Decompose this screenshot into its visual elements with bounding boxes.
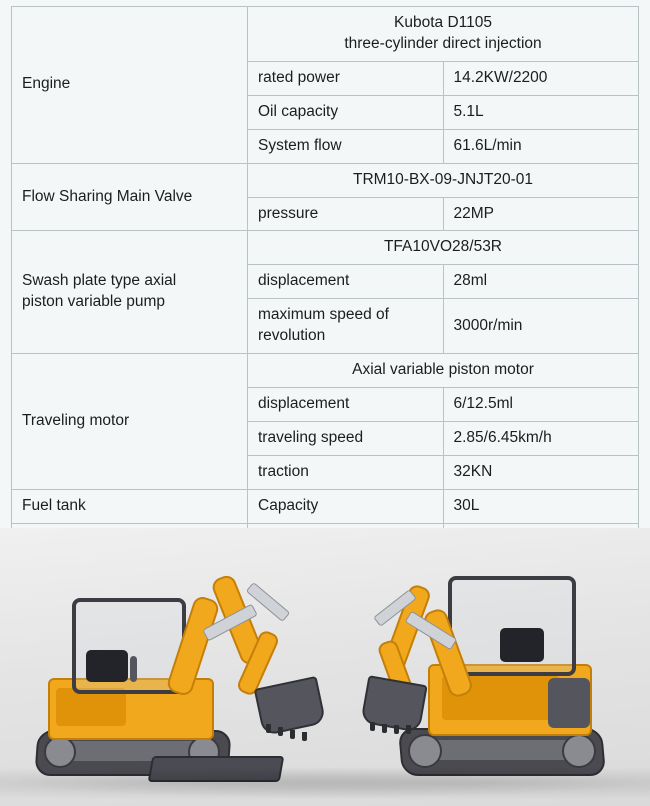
track-wheel: [44, 736, 76, 768]
table-row: [12, 231, 639, 265]
cell-pump-displacement-value: 28ml: [443, 265, 639, 299]
cell-oil-capacity-label: Oil capacity: [248, 95, 444, 129]
cell-pump-displacement-label: displacement: [248, 265, 444, 299]
cell-engine-model: [248, 7, 639, 62]
cell-traveling-speed-value: 2.85/6.45km/h: [443, 421, 639, 455]
cell-rated-power-label: rated power: [248, 61, 444, 95]
table-row: [12, 163, 639, 197]
bucket-tooth: [406, 725, 411, 734]
cell-pump-model: TFA10VO28/53R: [248, 231, 639, 265]
product-photo-area: [0, 528, 650, 806]
cell-pressure-label: pressure: [248, 197, 444, 231]
bucket-tooth: [302, 732, 307, 741]
ground-shadow: [0, 766, 650, 800]
cell-traction-value: 32KN: [443, 455, 639, 489]
control-lever: [130, 656, 137, 682]
cell-pump-speed-label: maximum speed of revolution: [248, 299, 444, 354]
mini-excavator-right: [350, 528, 650, 798]
cell-pump-speed-value: 3000r/min: [443, 299, 639, 354]
engine-model-line2: three-cylinder direct injection: [344, 34, 542, 52]
bucket-tooth: [278, 727, 283, 736]
cell-pressure-value: 22MP: [443, 197, 639, 231]
mini-excavator-left: [30, 538, 330, 798]
cell-traction-label: traction: [248, 455, 444, 489]
cell-fuel-tank-value: 30L: [443, 489, 639, 523]
cell-oil-capacity-value: 5.1L: [443, 95, 639, 129]
pump-label-line1: Swash plate type axial: [22, 272, 177, 290]
cell-system-flow-value: 61.6L/min: [443, 129, 639, 163]
table-row: [12, 354, 639, 388]
bucket-tooth: [370, 722, 375, 731]
cell-pump-label: [12, 231, 248, 354]
bucket-tooth: [266, 724, 271, 733]
cell-motor-model: Axial variable piston motor: [248, 354, 639, 388]
cell-motor-displacement-value: 6/12.5ml: [443, 388, 639, 422]
cell-motor-displacement-label: displacement: [248, 388, 444, 422]
engine-model-line1: Kubota D1105: [394, 14, 492, 31]
cell-system-flow-label: System flow: [248, 129, 444, 163]
table-row: [12, 489, 639, 523]
cell-main-valve-model: TRM10-BX-09-JNJT20-01: [248, 163, 639, 197]
specification-table: [11, 6, 639, 592]
cell-fuel-tank-capacity-label: Capacity: [248, 489, 444, 523]
bucket-tooth: [394, 725, 399, 734]
bucket-tooth: [290, 730, 295, 739]
cell-rated-power-value: 14.2KW/2200: [443, 61, 639, 95]
pump-label-line2: piston variable pump: [22, 293, 166, 311]
bucket: [254, 676, 327, 736]
cell-engine-label: Engine: [12, 7, 248, 164]
cell-main-valve-label: Flow Sharing Main Valve: [12, 163, 248, 231]
bucket-tooth: [382, 724, 387, 733]
operator-seat: [86, 650, 128, 682]
table-row: [12, 7, 639, 62]
cell-traveling-speed-label: traveling speed: [248, 421, 444, 455]
operator-seat: [500, 628, 544, 662]
counterweight: [548, 678, 590, 728]
track-wheel: [408, 734, 442, 768]
track-wheel: [562, 734, 596, 768]
cell-motor-label: Traveling motor: [12, 354, 248, 490]
cell-fuel-tank-label: Fuel tank: [12, 489, 248, 523]
